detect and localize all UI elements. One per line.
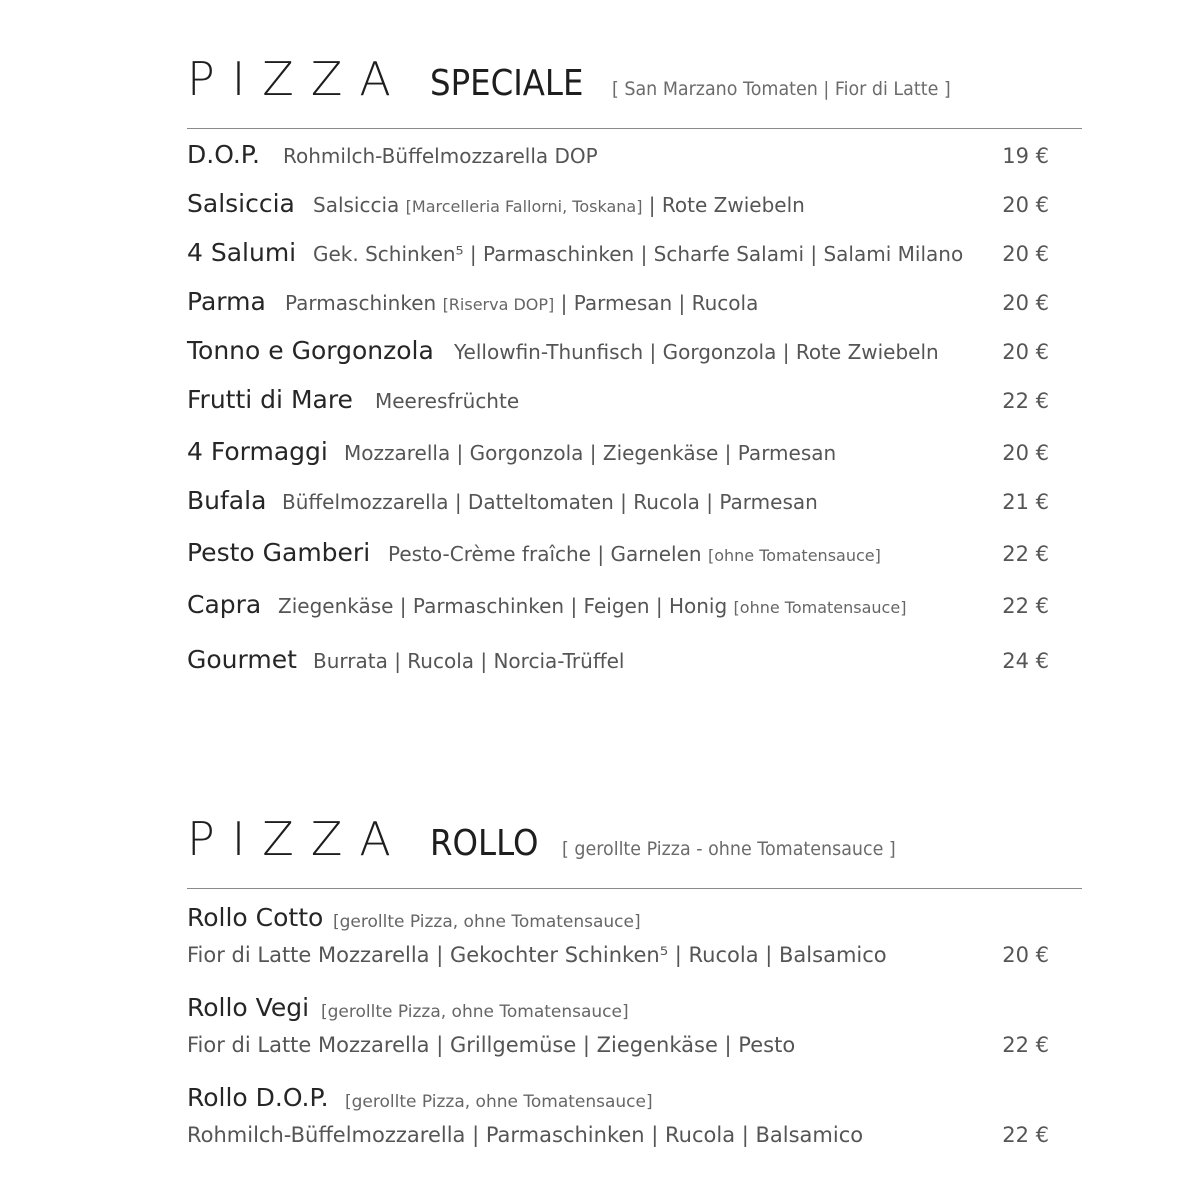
item-description: Yellowfin-Thunfisch | Gorgonzola | Rote Zwiebeln [454,340,939,364]
item-description: Gek. Schinken⁵ | Parmaschinken | Scharfe Salami | Salami Milano [313,242,964,266]
item-description: Fior di Latte Mozzarella | Gekochter Schinken⁵ | Rucola | Balsamico [187,943,887,967]
item-description: Rohmilch-Büffelmozzarella | Parmaschinken | Rucola | Balsamico [187,1123,864,1147]
item-price: 19 € [1002,144,1049,168]
menu-item [187,640,1049,680]
item-note: [gerollte Pizza, ohne Tomatensauce] [345,1092,653,1112]
menu-item [187,331,1049,371]
section-pizza-rollo [187,812,1082,1147]
divider [187,128,1082,129]
menu-item [187,233,1049,273]
item-price: 24 € [1002,649,1049,673]
menu-item [187,585,1049,625]
menu-item [187,432,1049,472]
item-price: 20 € [1002,193,1049,217]
menu-item [187,1083,1049,1163]
item-name: Bufala [187,486,267,515]
item-name: Frutti di Mare [187,385,353,414]
item-price: 20 € [1002,441,1049,465]
item-price: 21 € [1002,490,1049,514]
section-note: [ gerollte Pizza - ohne Tomatensauce ] [562,838,897,860]
menu-item [187,481,1049,521]
item-note: [gerollte Pizza, ohne Tomatensauce] [333,912,641,932]
section-title: PIZZA [187,812,408,866]
menu-item [187,903,1049,983]
section-pizza-speciale [187,52,1082,674]
section-header [187,52,1082,116]
menu-item [187,533,1049,573]
divider [187,888,1082,889]
item-name: Pesto Gamberi [187,538,371,567]
menu-item [187,993,1049,1073]
item-description: Ziegenkäse | Parmaschinken | Feigen | Honig [ohne Tomatensauce] [278,594,907,618]
item-description: Salsiccia [Marcelleria Fallorni, Toskana] | Rote Zwiebeln [313,193,805,217]
item-price: 20 € [1002,291,1049,315]
item-price: 22 € [1002,542,1049,566]
menu-item [187,135,1049,175]
item-description: Meeresfrüchte [375,389,520,413]
item-price: 20 € [1002,242,1049,266]
item-name: Gourmet [187,645,297,674]
item-price: 20 € [1002,340,1049,364]
item-description: Mozzarella | Gorgonzola | Ziegenkäse | Parmesan [344,441,837,465]
menu-item [187,282,1049,322]
item-name: Capra [187,590,262,619]
item-name: Tonno e Gorgonzola [187,336,434,365]
item-description: Fior di Latte Mozzarella | Grillgemüse | Ziegenkäse | Pesto [187,1033,796,1057]
item-price: 22 € [1002,594,1049,618]
section-note: [ San Marzano Tomaten | Fior di Latte ] [612,78,952,100]
section-subtitle: ROLLO [429,823,539,864]
item-name: Rollo D.O.P. [187,1083,329,1112]
item-price: 22 € [1002,1033,1049,1057]
section-subtitle: SPECIALE [429,63,584,104]
item-name: Rollo Cotto [187,903,324,932]
item-description: Burrata | Rucola | Norcia-Trüffel [313,649,625,673]
item-note: [gerollte Pizza, ohne Tomatensauce] [321,1002,629,1022]
menu-item [187,184,1049,224]
item-description: Parmaschinken [Riserva DOP] | Parmesan | Rucola [285,291,759,315]
item-description: Pesto-Crème fraîche | Garnelen [ohne Tomatensauce] [388,542,881,566]
section-header [187,812,1082,876]
item-description: Büffelmozzarella | Datteltomaten | Rucola | Parmesan [282,490,818,514]
item-price: 20 € [1002,943,1049,967]
item-price: 22 € [1002,1123,1049,1147]
item-name: Rollo Vegi [187,993,310,1022]
item-name: 4 Salumi [187,238,297,267]
item-description: Rohmilch-Büffelmozzarella DOP [283,144,598,168]
item-price: 22 € [1002,389,1049,413]
item-name: D.O.P. [187,140,260,169]
section-title: PIZZA [187,52,408,106]
item-name: Salsiccia [187,189,295,218]
menu-item [187,380,1049,420]
item-name: Parma [187,287,266,316]
item-name: 4 Formaggi [187,437,328,466]
